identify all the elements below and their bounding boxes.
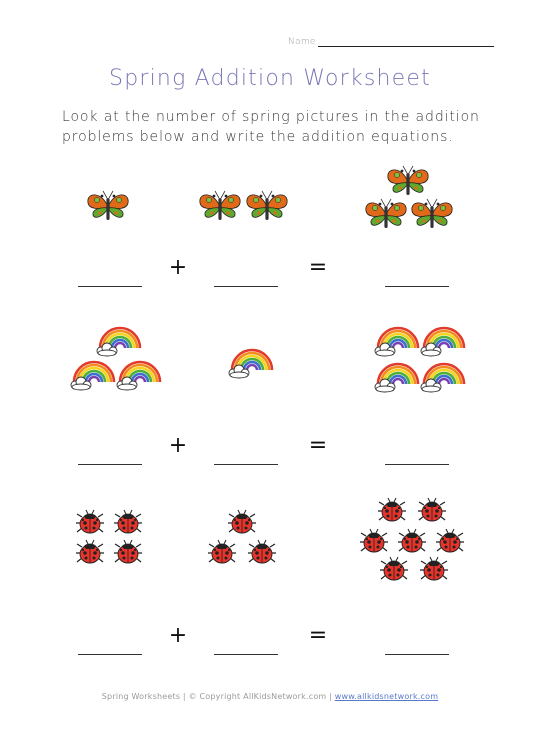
rainbow-icon [117, 362, 160, 390]
ladybug-icon [208, 540, 236, 563]
ladybug-icon [378, 498, 406, 521]
name-field[interactable] [288, 37, 494, 51]
rainbow-icon [71, 362, 114, 390]
problem-2-addend-2-picture [220, 340, 280, 384]
ladybug-icon [380, 557, 408, 580]
butterfly-icon [412, 199, 452, 228]
problem-1-sum-picture [358, 160, 458, 240]
butterfly-icon [88, 191, 128, 220]
ladybug-icon [248, 540, 276, 563]
problem-2-addend-1-blank[interactable] [78, 464, 142, 465]
rainbow-icon [97, 328, 140, 356]
problem-3-plus-sign: + [168, 623, 188, 648]
ladybug-icon [398, 529, 426, 552]
problem-3-equals-sign: = [308, 623, 328, 648]
problem-3-sum-picture [356, 493, 466, 585]
ladybug-icon [76, 510, 104, 533]
problem-1-addend-2-blank[interactable] [214, 286, 278, 287]
rainbow-icon [375, 328, 418, 356]
ladybug-icon [114, 540, 142, 563]
rainbow-icon [421, 328, 464, 356]
problem-3-addend-1-picture [70, 505, 150, 571]
ladybug-icon [418, 498, 446, 521]
rainbow-icon [421, 364, 464, 392]
instructions: Look at the number of spring pictures in the addition problems below and write the addition equations. [62, 109, 480, 145]
rainbow-icon [229, 350, 272, 378]
problem-2-sum-picture [368, 320, 468, 400]
ladybug-icon [114, 510, 142, 533]
ladybug-icon [76, 540, 104, 563]
problem-2-sum-blank[interactable] [385, 464, 449, 465]
problem-3-addend-2-picture [202, 505, 282, 571]
ladybug-icon [360, 529, 388, 552]
rainbow-icon [375, 364, 418, 392]
problem-1-addend-1-picture [78, 180, 138, 232]
page-title: Spring Addition Worksheet [109, 66, 431, 91]
butterfly-icon [388, 166, 428, 195]
butterfly-icon [366, 199, 406, 228]
problem-3-addend-1-blank[interactable] [78, 654, 142, 655]
ladybug-icon [228, 510, 256, 533]
problem-2-plus-sign: + [168, 433, 188, 458]
footer-text: Spring Worksheets | © Copyright AllKidsNetwork.com | [101, 692, 335, 701]
problem-3-addend-2-blank[interactable] [214, 654, 278, 655]
butterfly-icon [200, 191, 240, 220]
butterfly-icon [247, 191, 287, 220]
problem-2-equals-sign: = [308, 433, 328, 458]
ladybug-icon [436, 529, 464, 552]
name-label: Name [288, 37, 316, 47]
problem-2-addend-2-blank[interactable] [214, 464, 278, 465]
footer-link[interactable]: www.allkidsnetwork.com [334, 692, 439, 701]
name-line[interactable] [318, 46, 494, 47]
problem-1-sum-blank[interactable] [385, 286, 449, 287]
problem-1-equals-sign: = [308, 255, 328, 280]
problem-1-plus-sign: + [168, 255, 188, 280]
problem-1-addend-1-blank[interactable] [78, 286, 142, 287]
ladybug-icon [420, 557, 448, 580]
problem-3-sum-blank[interactable] [385, 654, 449, 655]
problem-2-addend-1-picture [66, 316, 166, 396]
footer [0, 692, 540, 701]
problem-1-addend-2-picture [195, 180, 295, 232]
